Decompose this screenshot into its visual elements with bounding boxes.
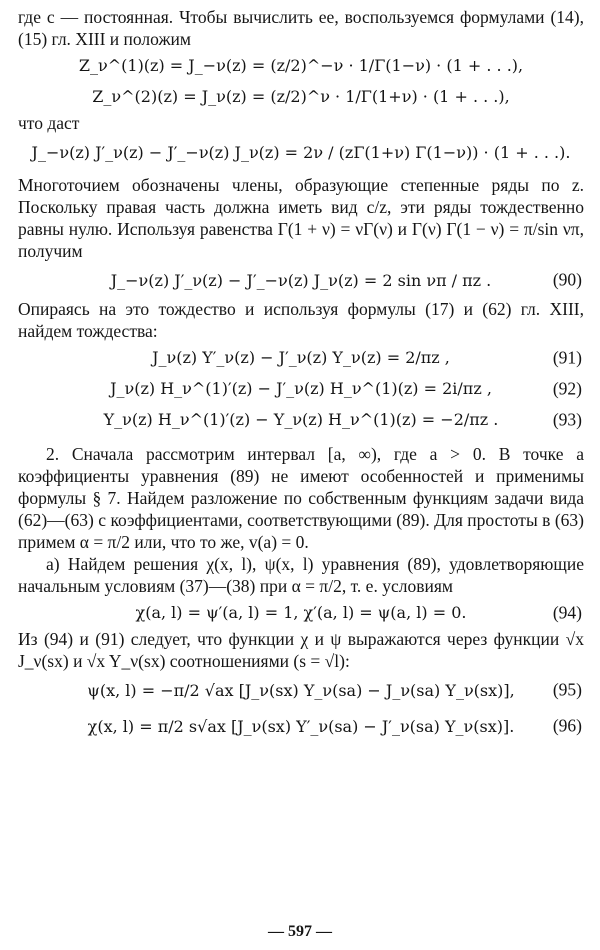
equation-91-number: (91) [552, 347, 582, 367]
page-number: — 597 — [268, 923, 332, 940]
equation-90 [18, 262, 584, 298]
equation-93-number: (93) [552, 409, 582, 429]
equation-z2 [18, 81, 584, 112]
paragraph-relations: Из (94) и (91) следует, что функции χ и ψ выражаются через функции √x J_ν(sx) и √x Y_ν(sx) соотношениями (s = √l): [18, 629, 584, 671]
equation-z2-text: Z_ν^(2)(z) = J_ν(z) = (z/2)^ν · 1/Γ(1+ν) · (1 + . . .), [92, 87, 510, 106]
paragraph-item-a: а) Найдем решения χ(x, l), ψ(x, l) уравнения (89), удовлетворяющие начальным условиям (37)—(38) при α = π/2, т. е. условиям [18, 554, 584, 596]
equation-z1-text: Z_ν^(1)(z) = J_−ν(z) = (z/2)^−ν · 1/Γ(1−ν) · (1 + . . .), [78, 56, 524, 75]
equation-96-text: χ(x, l) = π/2 s√ax [J_ν(sx) Y′_ν(sa) − J′_ν(sa) Y_ν(sx)]. [87, 716, 515, 736]
equation-94-text: χ(a, l) = ψ′(a, l) = 1, χ′(a, l) = ψ(a, l) = 0. [135, 603, 467, 622]
paragraph-identities: Опираясь на это тождество и используя формулы (17) и (62) гл. XIII, найдем тождества: [18, 299, 584, 341]
equation-93-text: Y_ν(z) H_ν^(1)′(z) − Y_ν(z) H_ν^(1)(z) = −2/πz . [103, 410, 499, 429]
equation-91-text: J_ν(z) Y′_ν(z) − J′_ν(z) Y_ν(z) = 2/πz , [152, 348, 450, 367]
equation-95 [18, 672, 584, 708]
equation-90-text: J_−ν(z) J′_ν(z) − J′_−ν(z) J_ν(z) = 2 sin νπ / πz . [110, 270, 492, 290]
equation-96-number: (96) [552, 715, 582, 736]
equation-90-number: (90) [552, 269, 582, 290]
equation-92-number: (92) [552, 378, 582, 398]
equation-95-number: (95) [552, 679, 582, 700]
paragraph-series: Многоточием обозначены члены, образующие степенные ряды по z. Поскольку правая часть должна иметь вид c/z, эти ряды тождественно равны нулю. Используя равенства Γ(1 + ν) = νΓ(ν) и Γ(ν) Γ(1 − ν) = π/sin νπ, получим [18, 175, 584, 261]
equation-95-text: ψ(x, l) = −π/2 √ax [J_ν(sx) Y_ν(sa) − J_ν(sa) Y_ν(sx)], [87, 680, 515, 700]
paragraph-section-2: 2. Сначала рассмотрим интервал [a, ∞), где a > 0. В точке a коэффициенты уравнения (89) не имеют особенностей и применимы формулы § 7. Найдем разложение по собственным функциям задачи вида (62)—(63) с коэффициентами, соответствующими (89). Для простоты в (63) примем α = π/2 или, что то же, v(a) = 0. [18, 444, 584, 552]
equation-96 [18, 708, 584, 744]
equation-z1 [18, 50, 584, 81]
equation-wronskian-text: J_−ν(z) J′_ν(z) − J′_−ν(z) J_ν(z) = 2ν / (zΓ(1+ν) Γ(1−ν)) · (1 + . . .). [31, 142, 571, 162]
equation-92-text: J_ν(z) H_ν^(1)′(z) − J′_ν(z) H_ν^(1)(z) = 2i/πz , [110, 379, 492, 398]
equation-93 [18, 404, 584, 435]
paragraph-chto-dast: что даст [18, 113, 80, 133]
paragraph-intro: где c — постоянная. Чтобы вычислить ее, воспользуемся формулами (14), (15) гл. XIII и положим [18, 7, 584, 49]
equation-wronskian [18, 134, 584, 170]
equation-92 [18, 373, 584, 404]
equation-91 [18, 342, 584, 373]
equation-94 [18, 597, 584, 628]
equation-94-number: (94) [552, 602, 582, 622]
